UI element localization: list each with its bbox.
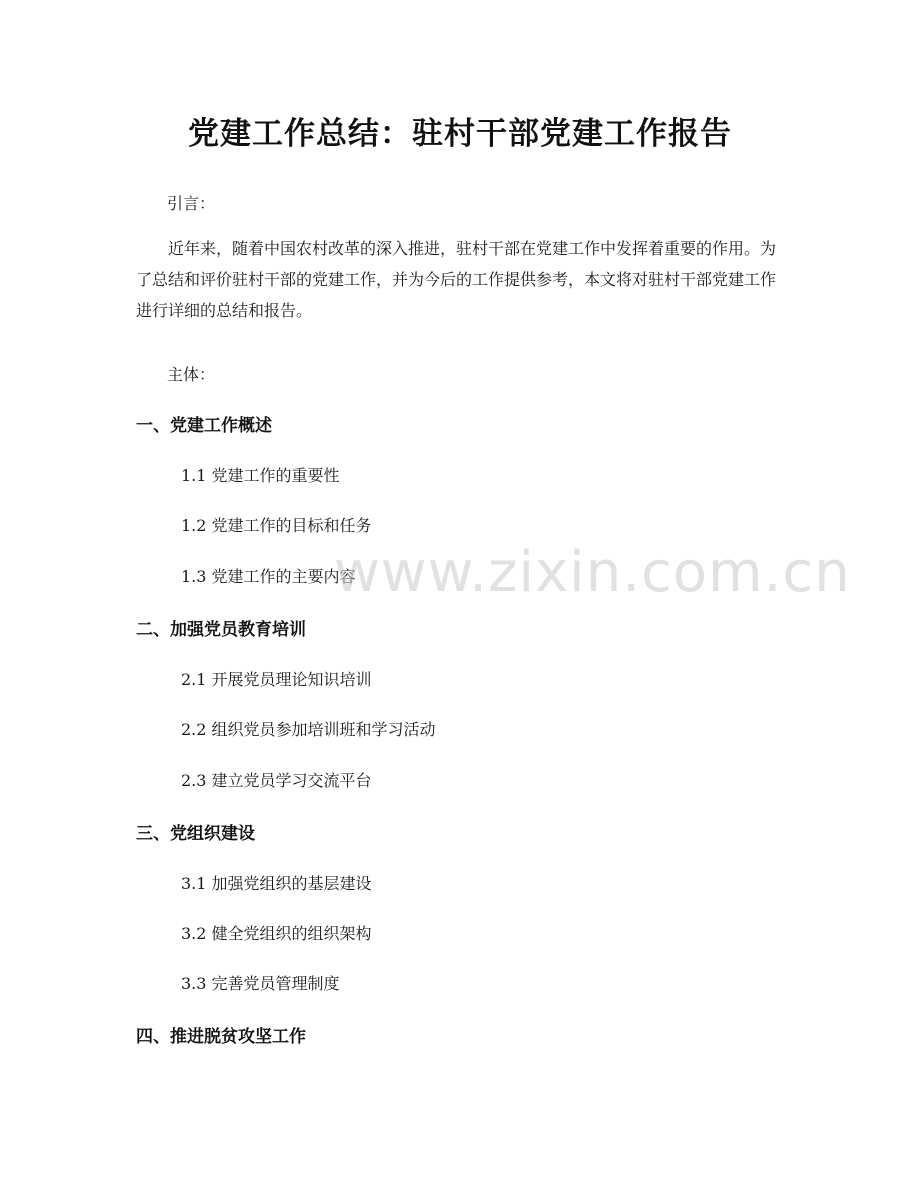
intro-label: 引言： xyxy=(167,194,216,213)
section-item: 3.2 健全党组织的组织架构 xyxy=(181,924,372,943)
section-item: 3.1 加强党组织的基层建设 xyxy=(181,874,372,893)
section-item: 3.3 完善党员管理制度 xyxy=(181,974,340,993)
section-item: 2.1 开展党员理论知识培训 xyxy=(181,670,372,689)
section-heading: 四、推进脱贫攻坚工作 xyxy=(136,1027,306,1047)
section-item: 1.3 党建工作的主要内容 xyxy=(181,567,356,586)
intro-paragraph: 近年来，随着中国农村改革的深入推进，驻村干部在党建工作中发挥着重要的作用。为了总结和评价驻村干部的党建工作，并为今后的工作提供参考，本文将对驻村干部党建工作进行详细的总结和报告。 xyxy=(136,239,777,320)
section-heading: 三、党组织建设 xyxy=(136,824,255,844)
section-item: 2.2 组织党员参加培训班和学习活动 xyxy=(181,720,436,739)
section-heading: 二、加强党员教育培训 xyxy=(136,620,306,640)
section-item: 2.3 建立党员学习交流平台 xyxy=(181,771,372,790)
section-heading: 一、党建工作概述 xyxy=(136,416,272,436)
document-title: 党建工作总结：驻村干部党建工作报告 xyxy=(188,116,732,152)
watermark: www.zixin.com.cn xyxy=(334,540,851,605)
section-item: 1.1 党建工作的重要性 xyxy=(181,466,340,485)
section-item: 1.2 党建工作的目标和任务 xyxy=(181,516,372,535)
body-label: 主体： xyxy=(167,365,216,384)
